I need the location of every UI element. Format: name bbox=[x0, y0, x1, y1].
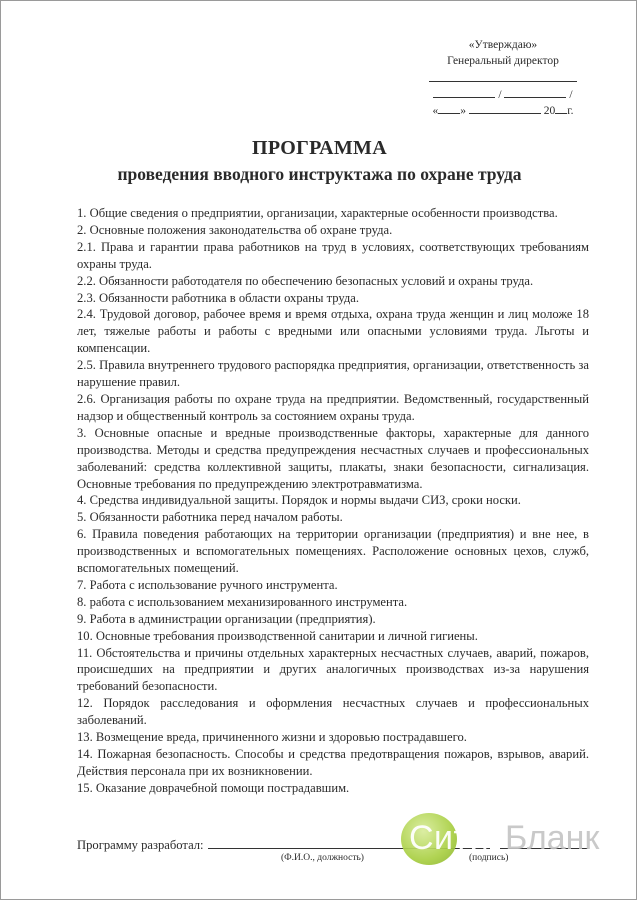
program-items bbox=[77, 205, 589, 797]
day-blank bbox=[438, 101, 460, 114]
program-item: 2.2. Обязанности работодателя по обеспечению безопасных условий и охраны труда. bbox=[77, 273, 534, 288]
signature-blank bbox=[429, 69, 577, 82]
approve-position: Генеральный директор bbox=[447, 55, 559, 67]
year-blank bbox=[555, 101, 567, 114]
name-blank bbox=[504, 85, 566, 98]
program-item: 2.5. Правила внутреннего трудового распорядка предприятия, организации, ответственность за нарушение правил. bbox=[77, 358, 589, 390]
signature-blank bbox=[433, 85, 495, 98]
program-item: 13. Возмещение вреда, причиненного жизни и здоровью пострадавшего. bbox=[77, 730, 467, 745]
program-item: 2.3. Обязанности работника в области охраны труда. bbox=[77, 290, 360, 305]
approve-signature-line bbox=[413, 69, 593, 85]
approve-date-line bbox=[413, 101, 593, 117]
program-item: 10. Основные требования производственной санитарии и личной гигиены. bbox=[77, 628, 478, 643]
slash: / bbox=[569, 89, 573, 101]
approval-block bbox=[413, 37, 593, 117]
caption-signature: (подпись) bbox=[469, 853, 509, 863]
program-item: 2.1. Права и гарантии права работников на труд в условиях, соответствующих требованиям охраны труда. bbox=[77, 239, 589, 271]
program-item: 12. Порядок расследования и оформления несчастных случаев и профессиональных заболеваний. bbox=[77, 696, 589, 728]
quote-open: « bbox=[432, 105, 439, 117]
year-suffix: г. bbox=[567, 105, 574, 117]
program-item: 7. Работа с использование ручного инструмента. bbox=[77, 577, 338, 592]
program-item: 2. Основные положения законодательства об охране труда. bbox=[77, 222, 393, 237]
program-item: 4. Средства индивидуальной защиты. Порядок и нормы выдачи СИЗ, сроки носки. bbox=[77, 493, 521, 508]
program-item: 14. Пожарная безопасность. Способы и средства предотвращения пожаров, взрывов, аварий. Действия персонала при их возникновении. bbox=[77, 747, 589, 778]
logo-text-part1: Сити bbox=[409, 819, 490, 857]
approve-label: «Утверждаю» bbox=[468, 39, 538, 51]
program-item: 2.4. Трудовой договор, рабочее время и время отдыха, охрана труда женщин и лиц моложе 18 лет, тяжелые работы и работы с вредными или опасными условиями труда. Льготы и компенсации. bbox=[77, 307, 589, 356]
month-blank bbox=[469, 101, 541, 114]
logo-text-part2: Бланк bbox=[505, 819, 600, 857]
caption-name: (Ф.И.О., должность) bbox=[281, 853, 364, 863]
program-item: 1. Общие сведения о предприятии, организации, характерные особенности производства. bbox=[77, 206, 558, 220]
program-item: 5. Обязанности работника перед началом работы. bbox=[77, 510, 343, 525]
program-item: 9. Работа в администрации организации (предприятия). bbox=[77, 611, 376, 626]
program-item: 11. Обстоятельства и причины отдельных характерных несчастных случаев, аварий, пожаров, происшедших на предприятии и других аналогичных производствах из-за нарушения требований безопасности. bbox=[77, 645, 589, 694]
program-item: 3. Основные опасные и вредные производственные факторы, характерные для данного производства. Методы и средства предупреждения несчастных случаев и профессиональных заболеваний: средства коллективной защиты, плакаты, знаки безопасности, сигнализация. Основные требования по предупреждению электротравматизма. bbox=[77, 425, 589, 491]
program-item: 6. Правила поведения работающих на территории организации (предприятия) и вне нее, в производственных и вспомогательных помещениях. Расположение основных цехов, служб, вспомогательных помещений. bbox=[77, 527, 589, 576]
program-item: 8. работа с использованием механизированного инструмента. bbox=[77, 594, 408, 609]
year-prefix: 20 bbox=[543, 105, 556, 117]
document-title: ПРОГРАММА bbox=[252, 137, 387, 159]
program-item: 15. Оказание доврачебной помощи пострадавшим. bbox=[77, 780, 350, 795]
program-item: 2.6. Организация работы по охране труда на предприятии. Ведомственный, государственный надзор и общественный контроль за состоянием охраны труда. bbox=[77, 391, 589, 423]
slash: / bbox=[498, 89, 502, 101]
quote-close: » bbox=[460, 105, 466, 117]
document-subtitle: проведения вводного инструктажа по охране труда bbox=[117, 164, 522, 184]
approve-name-line bbox=[413, 85, 593, 101]
watermark-logo bbox=[401, 811, 631, 863]
developed-by-label: Программу разработал: bbox=[77, 838, 204, 852]
